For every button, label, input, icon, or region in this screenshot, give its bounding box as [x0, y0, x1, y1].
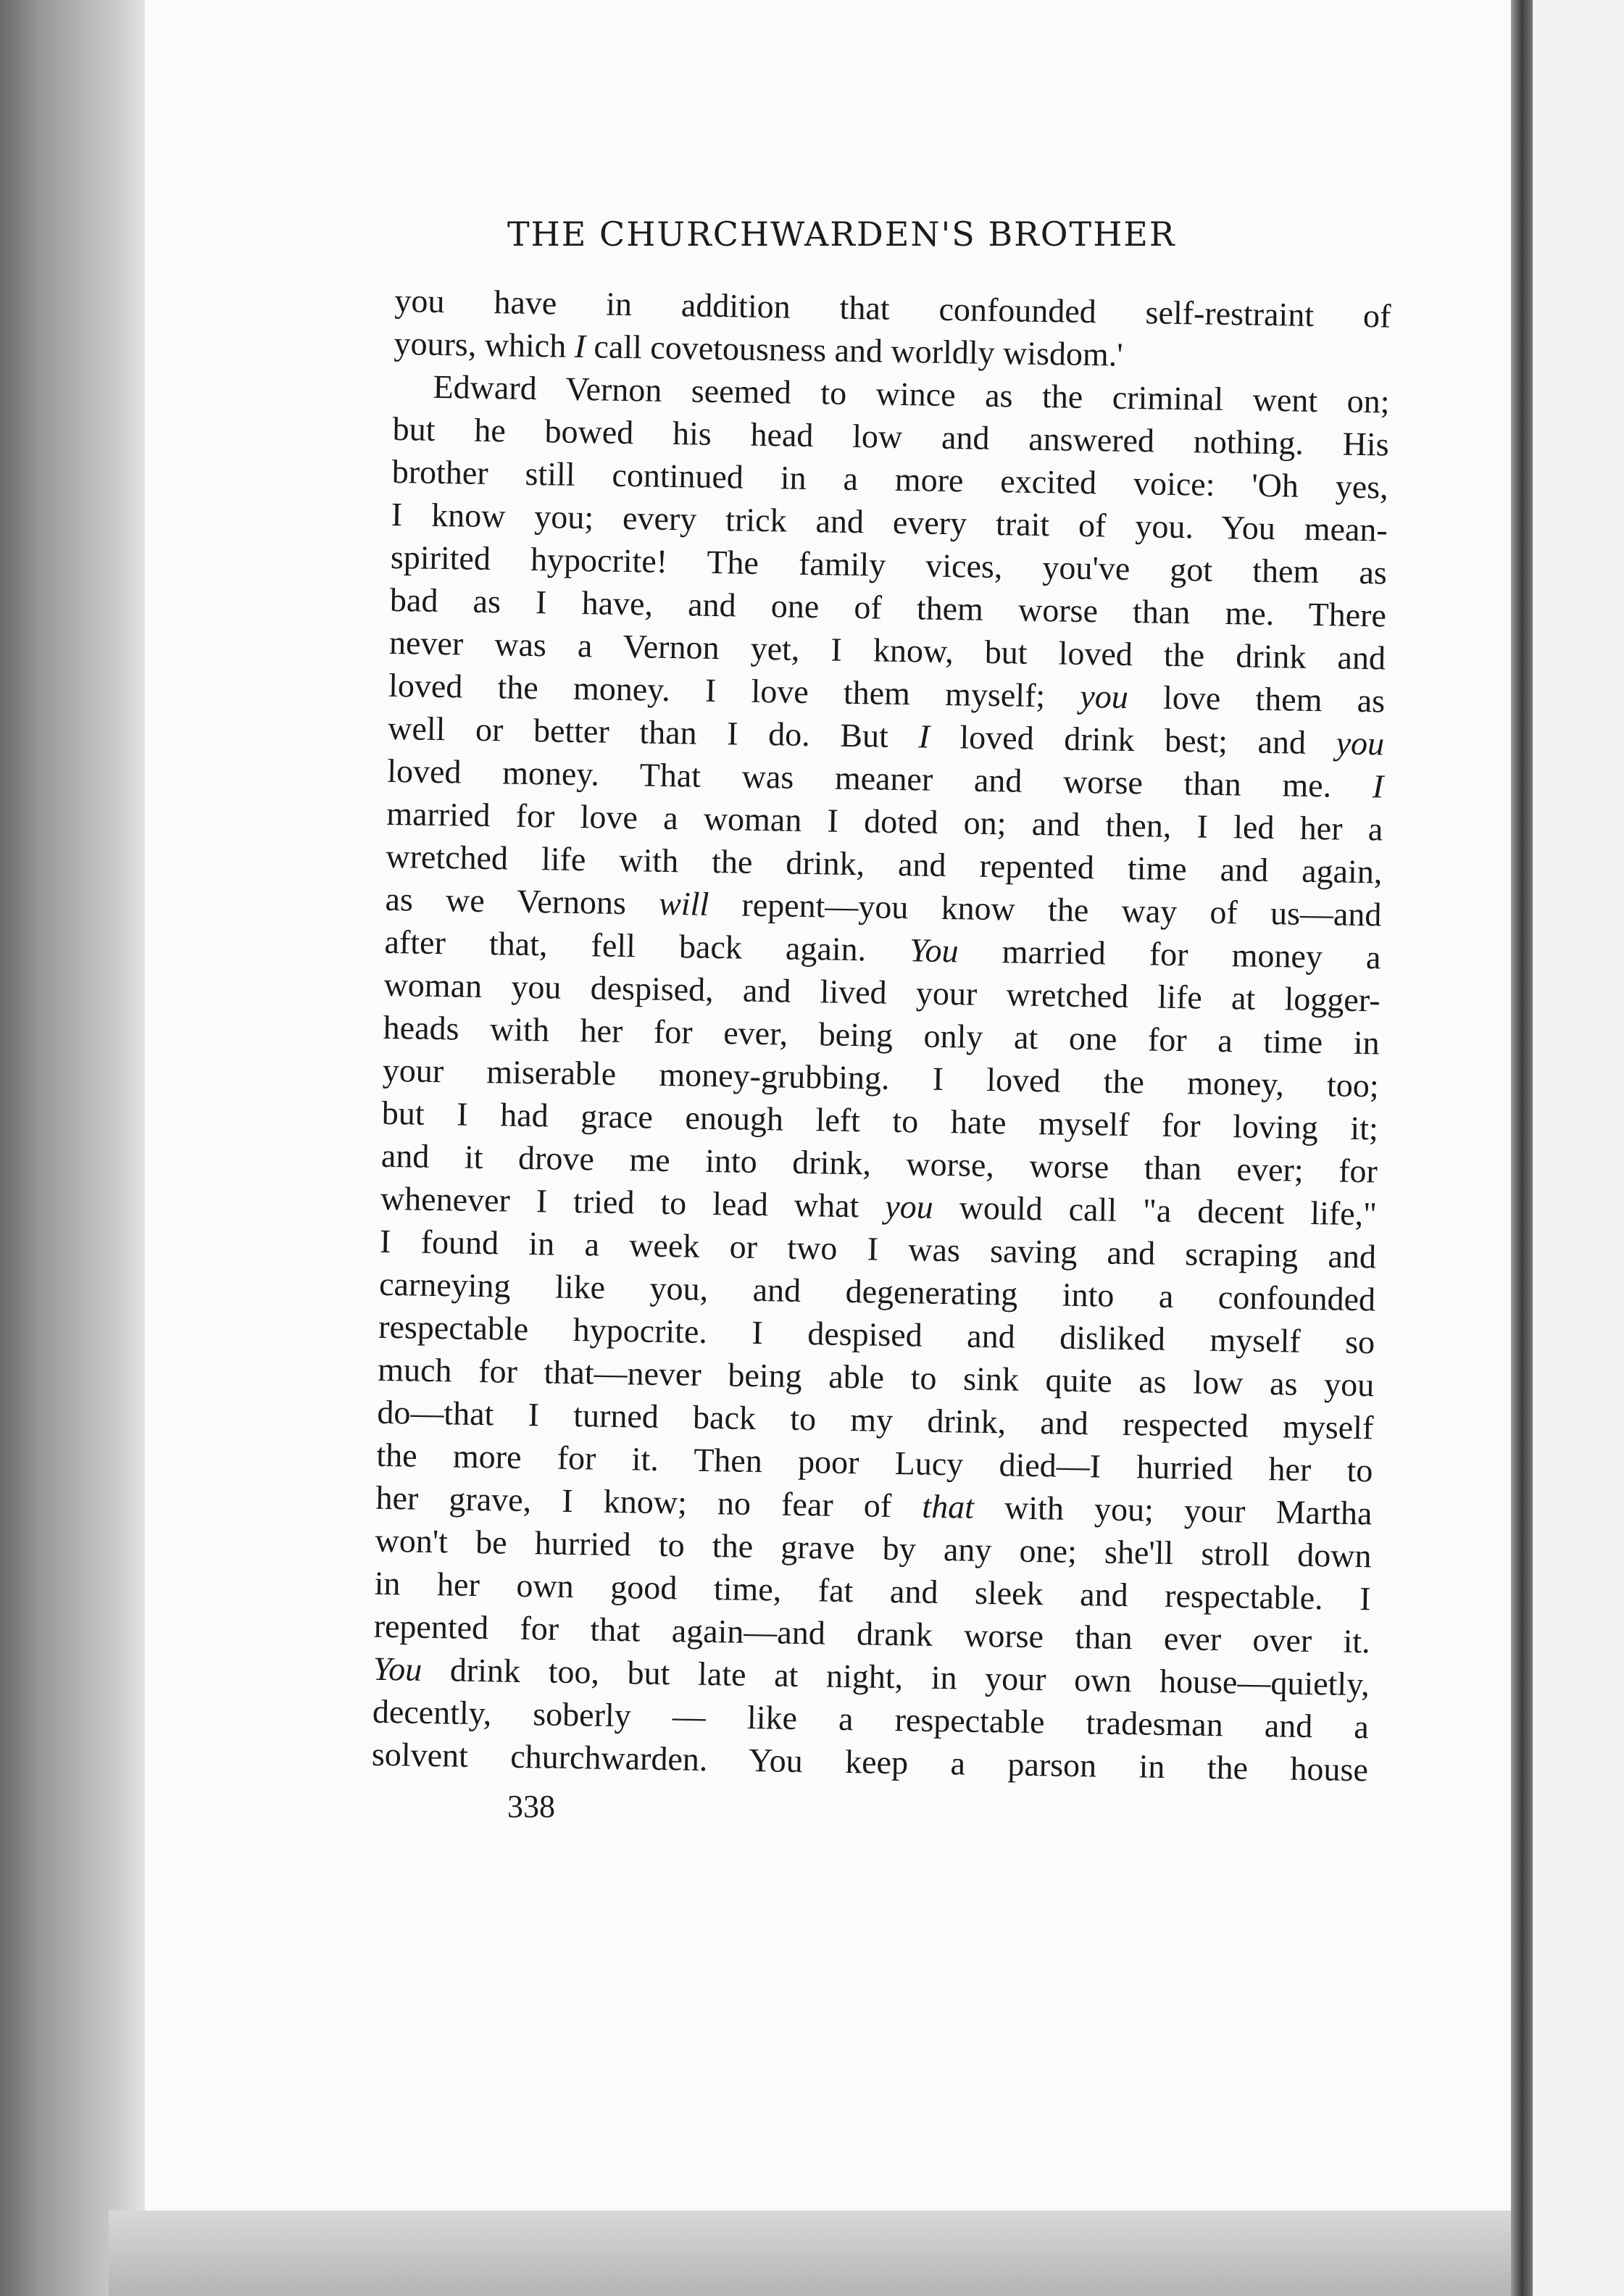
text-segment: your miserable money-grubbing. I loved the money, too; [382, 1051, 1380, 1105]
italic-word: You [372, 1650, 422, 1688]
italic-word: will [658, 884, 709, 923]
text-segment: never was a Vernon yet, I know, but loved the drink and [388, 623, 1386, 677]
facing-page-strip [1533, 0, 1624, 2296]
text-segment: you have in addition that confounded self-restraint of [394, 281, 1391, 335]
text-segment: woman you despised, and lived your wretched life at logger- [383, 965, 1381, 1019]
text-segment: brother still continued in a more excited voice: 'Oh yes, [391, 452, 1389, 506]
text-segment: do—that I turned back to my drink, and respected myself [377, 1393, 1374, 1447]
text-segment: as we Vernons [385, 880, 659, 922]
text-segment: loved the money. I love them myself; [388, 666, 1080, 715]
text-segment: decently, soberly — like a respectable tradesman and a [372, 1692, 1370, 1746]
italic-word: I [574, 327, 586, 365]
text-segment: well or better than I do. But [387, 709, 919, 755]
italic-word: You [909, 931, 959, 970]
text-segment: the more for it. Then poor Lucy died—I hurried her to [376, 1436, 1373, 1489]
text-segment: solvent churchwarden. You keep a parson in the house [371, 1735, 1369, 1789]
running-head: THE CHURCHWARDEN'S BROTHER [507, 215, 1176, 254]
italic-word: you [1080, 677, 1129, 715]
italic-word: that [922, 1487, 975, 1526]
text-segment: loved money. That was meaner and worse than me. [386, 752, 1373, 805]
italic-word: I [918, 718, 930, 755]
page-bottom-edge [109, 2210, 1522, 2296]
text-segment: drink too, but late at night, in your own house—quietly, [421, 1650, 1370, 1703]
text-segment: with you; your Martha [973, 1488, 1373, 1532]
text-segment: much for that—never being able to sink quite as low as you [377, 1350, 1375, 1404]
text-segment: in her own good time, fat and sleek and respectable. I [374, 1564, 1371, 1618]
text-segment: Edward Vernon seemed to wince as the criminal went on; [433, 367, 1390, 420]
text-segment: would call "a decent life," [933, 1188, 1378, 1233]
text-segment: and it drove me into drink, worse, worse than ever; for [380, 1136, 1378, 1190]
text-segment: I know you; every trick and every trait of you. You mean- [391, 495, 1388, 549]
text-segment: wretched life with the drink, and repented time and again, [386, 837, 1383, 891]
left-gutter-shadow [0, 0, 145, 2296]
text-segment: call covetousness and worldly wisdom.' [585, 328, 1123, 373]
text-segment: after that, fell back again. [384, 923, 910, 969]
text-segment: married for love a woman I doted on; and then, I led her a [386, 794, 1383, 848]
right-book-edge [1511, 0, 1533, 2296]
text-segment: bad as I have, and one of them worse than me. There [389, 581, 1387, 634]
italic-word: you [1336, 724, 1385, 762]
text-segment: repent—you know the way of us—and [708, 885, 1382, 933]
text-segment: won't be hurried to the grave by any one; she'll stroll down [375, 1521, 1372, 1575]
text-segment: loved drink best; and [929, 718, 1337, 762]
text-segment: whenever I tried to lead what [380, 1179, 886, 1225]
text-segment: but he bowed his head low and answered nothing. His [392, 409, 1389, 463]
text-segment: I found in a week or two I was saving and scraping and [379, 1222, 1377, 1276]
text-segment: but I had grace enough left to hate myself for loving it; [381, 1094, 1379, 1147]
text-segment: carneying like you, and degenerating into a confounded [378, 1265, 1376, 1318]
text-segment: yours, which [393, 324, 575, 365]
text-segment: her grave, I know; no fear of [375, 1478, 923, 1525]
italic-word: you [884, 1187, 934, 1226]
text-segment: respectable hypocrite. I despised and disliked myself so [378, 1307, 1375, 1361]
body-text [372, 279, 1391, 1791]
text-segment: married for money a [958, 932, 1381, 976]
page-number: 338 [507, 1789, 555, 1824]
text-segment: repented for that again—and drank worse than ever over it. [373, 1607, 1371, 1660]
text-segment: spirited hypocrite! The family vices, you've got them as [390, 538, 1388, 591]
text-segment: love them as [1128, 678, 1386, 720]
italic-word: I [1372, 768, 1384, 805]
text-segment: heads with her for ever, being only at one for a time in [383, 1008, 1381, 1062]
